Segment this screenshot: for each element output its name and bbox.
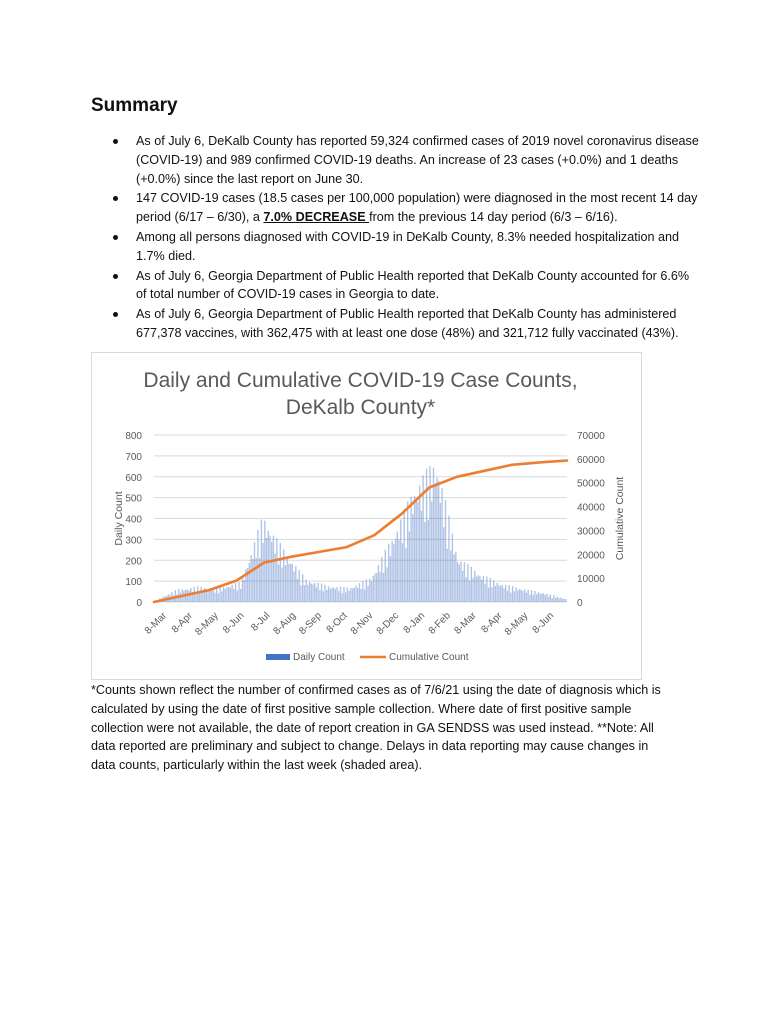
daily-count-bar	[555, 598, 556, 602]
daily-count-bar	[309, 582, 310, 602]
daily-count-bar	[476, 577, 477, 602]
daily-count-bar	[438, 481, 439, 602]
daily-count-bar	[512, 586, 513, 602]
x-tick-label: 8-Dec	[374, 610, 402, 637]
daily-count-bar	[448, 516, 449, 602]
daily-count-bar	[453, 554, 454, 602]
legend-label-daily: Daily Count	[293, 652, 345, 663]
daily-count-bar	[471, 567, 472, 602]
daily-count-bar	[474, 571, 475, 602]
daily-count-bar	[231, 585, 232, 602]
daily-count-bar	[254, 542, 255, 602]
summary-bullet	[91, 305, 701, 343]
daily-count-bar	[330, 589, 331, 602]
daily-count-bar	[500, 586, 501, 602]
x-tick-label: 8-Apr	[479, 610, 505, 636]
daily-count-bar	[228, 587, 229, 602]
daily-count-bar	[373, 576, 374, 602]
daily-count-bar	[409, 531, 410, 602]
daily-count-bar	[510, 593, 511, 602]
daily-count-bar	[388, 544, 389, 602]
y2-axis-label: Cumulative Count	[614, 476, 626, 561]
daily-count-bar	[481, 580, 482, 602]
daily-count-bar	[345, 592, 346, 602]
daily-count-bar	[490, 578, 491, 602]
daily-count-bar	[398, 540, 399, 602]
daily-count-bar	[560, 598, 561, 602]
daily-count-bar	[431, 501, 432, 602]
daily-count-bar	[527, 590, 528, 602]
daily-count-bar	[484, 584, 485, 602]
daily-count-bar	[445, 500, 446, 602]
daily-count-bar	[237, 590, 238, 602]
daily-count-bar	[273, 536, 274, 602]
daily-count-bar	[460, 562, 461, 602]
daily-count-bar	[350, 588, 351, 602]
chart-svg	[92, 353, 641, 679]
y2-tick-label: 0	[577, 598, 583, 609]
daily-count-bar	[362, 581, 363, 602]
daily-count-bar	[552, 598, 553, 602]
daily-count-bar	[452, 533, 453, 602]
daily-count-bar	[543, 593, 544, 602]
daily-count-bar	[557, 597, 558, 602]
daily-count-bar	[195, 593, 196, 602]
daily-count-bar	[354, 588, 355, 602]
daily-count-bar	[493, 580, 494, 602]
daily-count-bar	[478, 575, 479, 602]
daily-count-bar	[285, 565, 286, 602]
daily-count-bar	[340, 587, 341, 602]
daily-count-bar	[562, 598, 563, 602]
daily-count-bar	[539, 594, 540, 602]
daily-count-bar	[505, 585, 506, 602]
daily-count-bar	[553, 595, 554, 602]
daily-count-bar	[526, 593, 527, 602]
daily-count-bar	[214, 593, 215, 602]
daily-count-bar	[410, 497, 411, 602]
daily-count-bar	[211, 591, 212, 602]
daily-count-bar	[321, 584, 322, 603]
daily-count-bar	[441, 488, 442, 602]
summary-bullet	[91, 267, 701, 305]
daily-count-bar	[288, 564, 289, 602]
daily-count-bar	[336, 587, 337, 602]
daily-count-bar	[243, 580, 244, 602]
daily-count-bar	[226, 587, 227, 602]
daily-count-bar	[546, 594, 547, 602]
y2-tick-label: 40000	[577, 502, 605, 514]
daily-count-bar	[548, 597, 549, 602]
summary-list	[91, 132, 701, 344]
chart-title: DeKalb County*	[285, 396, 436, 419]
daily-count-bar	[304, 585, 305, 602]
daily-count-bar	[503, 588, 504, 602]
daily-count-bar	[538, 592, 539, 602]
daily-count-bar	[483, 576, 484, 602]
daily-count-bar	[369, 579, 370, 602]
daily-count-bar	[508, 585, 509, 602]
y2-tick-label: 30000	[577, 526, 605, 538]
daily-count-bar	[305, 580, 306, 602]
decrease-highlight: 7.0% DECREASE	[263, 210, 370, 225]
daily-count-bar	[348, 591, 349, 602]
daily-count-bar	[502, 585, 503, 602]
daily-count-bar	[323, 591, 324, 602]
daily-count-bar	[521, 590, 522, 602]
daily-count-bar	[565, 599, 566, 602]
daily-count-bar	[281, 568, 282, 602]
daily-count-bar	[378, 565, 379, 602]
daily-count-bar	[287, 556, 288, 602]
daily-count-bar	[266, 538, 267, 602]
daily-count-bar	[517, 590, 518, 602]
y2-tick-label: 70000	[577, 431, 605, 442]
y2-tick-label: 60000	[577, 454, 605, 466]
daily-count-bar	[302, 574, 303, 602]
x-tick-label: 8-Jun	[221, 610, 247, 636]
y-tick-label: 300	[125, 535, 142, 547]
daily-count-bar	[252, 559, 253, 602]
x-tick-label: 8-Mar	[452, 610, 479, 637]
daily-count-bar	[278, 565, 279, 602]
daily-count-bar	[249, 563, 250, 602]
daily-count-bar	[421, 511, 422, 602]
daily-count-bar	[197, 586, 198, 602]
daily-count-bar	[319, 590, 320, 602]
daily-count-bar	[385, 550, 386, 602]
daily-count-bar	[459, 565, 460, 602]
bullet-text: As of July 6, Georgia Department of Public Health reported that DeKalb County accounted for 6.6% of total number of COVID-19 cases in Georgia to date.	[136, 268, 690, 302]
daily-count-bar	[436, 478, 437, 602]
x-tick-label: 8-Feb	[426, 610, 453, 637]
daily-count-bar	[280, 543, 281, 602]
y-tick-label: 500	[125, 493, 142, 505]
chart-title: Daily and Cumulative COVID-19 Case Counts,	[143, 369, 578, 392]
daily-count-bar	[223, 587, 224, 602]
daily-count-bar	[307, 585, 308, 602]
daily-count-bar	[295, 566, 296, 602]
x-tick-label: 8-May	[193, 610, 221, 638]
daily-count-bar	[412, 514, 413, 602]
daily-count-bar	[433, 468, 434, 602]
daily-count-bar	[297, 579, 298, 602]
x-tick-label: 8-Jul	[249, 610, 273, 634]
daily-count-bar	[300, 585, 301, 602]
daily-count-bar	[443, 527, 444, 602]
daily-count-bar	[395, 539, 396, 602]
daily-count-bar	[216, 587, 217, 602]
daily-count-bar	[221, 591, 222, 602]
daily-count-bar	[462, 571, 463, 602]
y-axis-label: Daily Count	[113, 491, 125, 546]
daily-count-bar	[407, 501, 408, 602]
daily-count-bar	[534, 591, 535, 602]
daily-count-bar	[357, 588, 358, 602]
daily-count-bar	[374, 573, 375, 602]
daily-count-bar	[331, 588, 332, 602]
daily-count-bar	[271, 542, 272, 602]
daily-count-bar	[242, 578, 243, 602]
summary-bullet	[91, 228, 701, 266]
x-tick-label: 8-Jan	[401, 610, 428, 636]
y2-tick-label: 20000	[577, 550, 605, 562]
daily-count-bar	[397, 531, 398, 602]
daily-count-bar	[564, 599, 565, 602]
daily-count-bar	[455, 552, 456, 602]
daily-count-bar	[472, 578, 473, 602]
x-tick-label: 8-Sep	[297, 610, 324, 637]
daily-count-bar	[414, 496, 415, 602]
summary-heading: Summary	[91, 95, 178, 116]
x-tick-label: 8-Mar	[142, 610, 170, 637]
y-tick-label: 700	[125, 451, 142, 463]
daily-count-bar	[391, 541, 392, 602]
daily-count-bar	[524, 590, 525, 602]
summary-bullet	[91, 189, 701, 227]
daily-count-bar	[522, 591, 523, 602]
daily-count-bar	[317, 583, 318, 602]
daily-count-bar	[541, 593, 542, 602]
daily-count-bar	[352, 588, 353, 602]
bullet-dot-icon	[113, 235, 118, 240]
daily-count-bar	[235, 583, 236, 602]
bullet-text: 147 COVID-19 cases (18.5 cases per 100,000 population) were diagnosed in the most recent 14 day period (6/17 – 6/30), a	[136, 191, 698, 225]
legend-label-cumulative: Cumulative Count	[389, 652, 469, 663]
daily-count-bar	[417, 502, 418, 602]
daily-count-bar	[355, 586, 356, 602]
daily-count-bar	[361, 589, 362, 602]
daily-count-bar	[299, 570, 300, 602]
daily-count-bar	[435, 483, 436, 602]
daily-count-bar	[290, 564, 291, 602]
daily-count-bar	[416, 498, 417, 602]
daily-count-bar	[328, 586, 329, 602]
bullet-dot-icon	[113, 274, 118, 279]
daily-count-bar	[514, 591, 515, 602]
daily-count-bar	[268, 531, 269, 602]
daily-count-bar	[550, 594, 551, 602]
daily-count-bar	[218, 593, 219, 602]
bullet-text: As of July 6, Georgia Department of Public Health reported that DeKalb County has administered 677,378 vaccines, with 362,475 with at least one dose (48%) and 321,712 fully vaccinated (43%).	[136, 307, 679, 340]
daily-count-bar	[347, 588, 348, 602]
x-tick-label: 8-Oct	[324, 610, 350, 636]
daily-count-bar	[316, 587, 317, 602]
daily-count-bar	[531, 590, 532, 602]
daily-count-bar	[495, 586, 496, 602]
daily-count-bar	[335, 589, 336, 602]
daily-count-bar	[312, 585, 313, 602]
x-tick-label: 8-Nov	[348, 610, 376, 637]
daily-count-bar	[261, 520, 262, 602]
legend-swatch-daily	[266, 654, 290, 660]
daily-count-bar	[558, 598, 559, 602]
daily-count-bar	[250, 555, 251, 602]
case-count-chart	[91, 352, 642, 680]
daily-count-bar	[519, 589, 520, 602]
y-tick-label: 100	[125, 577, 142, 589]
daily-count-bar	[333, 588, 334, 602]
y-tick-label: 200	[125, 556, 142, 568]
daily-count-bar	[338, 591, 339, 602]
daily-count-bar	[359, 583, 360, 602]
daily-count-bar	[390, 556, 391, 602]
summary-bullet	[91, 132, 701, 188]
daily-count-bar	[393, 544, 394, 602]
x-tick-label: 8-May	[502, 610, 531, 638]
daily-count-bar	[464, 562, 465, 602]
daily-count-bar	[238, 582, 239, 602]
daily-count-bar	[240, 589, 241, 602]
daily-count-bar	[428, 520, 429, 602]
daily-count-bar	[262, 543, 263, 602]
daily-count-bar	[469, 580, 470, 602]
daily-count-bar	[424, 522, 425, 602]
bullet-text: As of July 6, DeKalb County has reported 59,324 confirmed cases of 2019 novel coronavirus disease (COVID-19) and 989 confirmed COVID-19 deaths. An increase of 23 cases (+0.0%) and 1 deaths (+0.0%) since the last report on June 30.	[136, 134, 699, 186]
daily-count-bar	[379, 572, 380, 602]
daily-count-bar	[405, 548, 406, 602]
bullet-dot-icon	[113, 196, 118, 201]
daily-count-bar	[292, 564, 293, 602]
daily-count-bar	[488, 588, 489, 602]
x-tick-label: 8-Apr	[169, 610, 195, 636]
daily-count-bar	[400, 519, 401, 602]
daily-count-bar	[367, 586, 368, 602]
daily-count-bar	[479, 576, 480, 602]
daily-count-bar	[200, 587, 201, 602]
daily-count-bar	[457, 562, 458, 602]
x-tick-label: 8-Aug	[271, 610, 299, 637]
daily-count-bar	[342, 593, 343, 602]
y-tick-label: 0	[136, 598, 142, 609]
daily-count-bar	[404, 509, 405, 602]
y-tick-label: 600	[125, 472, 142, 484]
y2-tick-label: 50000	[577, 478, 605, 490]
bullet-text: from the previous 14 day period (6/3 – 6/16).	[369, 210, 618, 225]
daily-count-bar	[188, 591, 189, 602]
daily-count-bar	[276, 538, 277, 602]
bullet-dot-icon	[113, 139, 118, 144]
daily-count-bar	[326, 590, 327, 602]
daily-count-bar	[402, 543, 403, 602]
daily-count-bar	[324, 585, 325, 602]
daily-count-bar	[293, 571, 294, 602]
daily-count-bar	[496, 583, 497, 602]
daily-count-bar	[498, 585, 499, 602]
daily-count-bar	[371, 582, 372, 602]
daily-count-bar	[507, 591, 508, 602]
daily-count-bar	[450, 551, 451, 602]
daily-count-bar	[233, 589, 234, 602]
daily-count-bar	[314, 583, 315, 602]
daily-count-bar	[465, 577, 466, 602]
daily-count-bar	[515, 587, 516, 602]
daily-count-bar	[364, 589, 365, 602]
x-tick-label: 8-Jun	[530, 610, 557, 636]
daily-count-bar	[230, 588, 231, 602]
y-tick-label: 400	[125, 514, 142, 526]
y-tick-label: 800	[125, 431, 142, 442]
daily-count-bar	[447, 549, 448, 602]
daily-count-bar	[366, 579, 367, 602]
daily-count-bar	[419, 485, 420, 602]
daily-count-bar	[486, 577, 487, 602]
daily-count-bar	[383, 573, 384, 602]
bullet-text: Among all persons diagnosed with COVID-19 in DeKalb County, 8.3% needed hospitalization and 1.7% died.	[136, 229, 680, 263]
y2-tick-label: 10000	[577, 574, 605, 586]
daily-count-bar	[440, 503, 441, 602]
bullet-dot-icon	[113, 312, 118, 317]
daily-count-bar	[467, 564, 468, 602]
daily-count-bar	[256, 558, 257, 602]
daily-count-bar	[545, 595, 546, 602]
daily-count-bar	[491, 587, 492, 602]
daily-count-bar	[376, 573, 377, 602]
daily-count-bar	[381, 557, 382, 602]
daily-count-bar	[386, 567, 387, 602]
daily-count-bar	[311, 584, 312, 603]
chart-footnote: *Counts shown reflect the number of confirmed cases as of 7/6/21 using the date of diagnosis which is calculated by using the date of first positive sample collection. Where date of first positive sample collection were not available, the date of report creation in GA SENDSS was used instead. **Note: All data reported are preliminary and subject to change. Delays in data reporting may cause changes in data counts, particularly within the last week (shaded area).	[91, 683, 661, 773]
daily-count-bar	[343, 587, 344, 602]
daily-count-bar	[269, 536, 270, 602]
daily-count-bar	[533, 595, 534, 602]
daily-count-bar	[529, 595, 530, 602]
daily-count-bar	[219, 587, 220, 602]
daily-count-bar	[225, 589, 226, 602]
daily-count-bar	[536, 594, 537, 602]
